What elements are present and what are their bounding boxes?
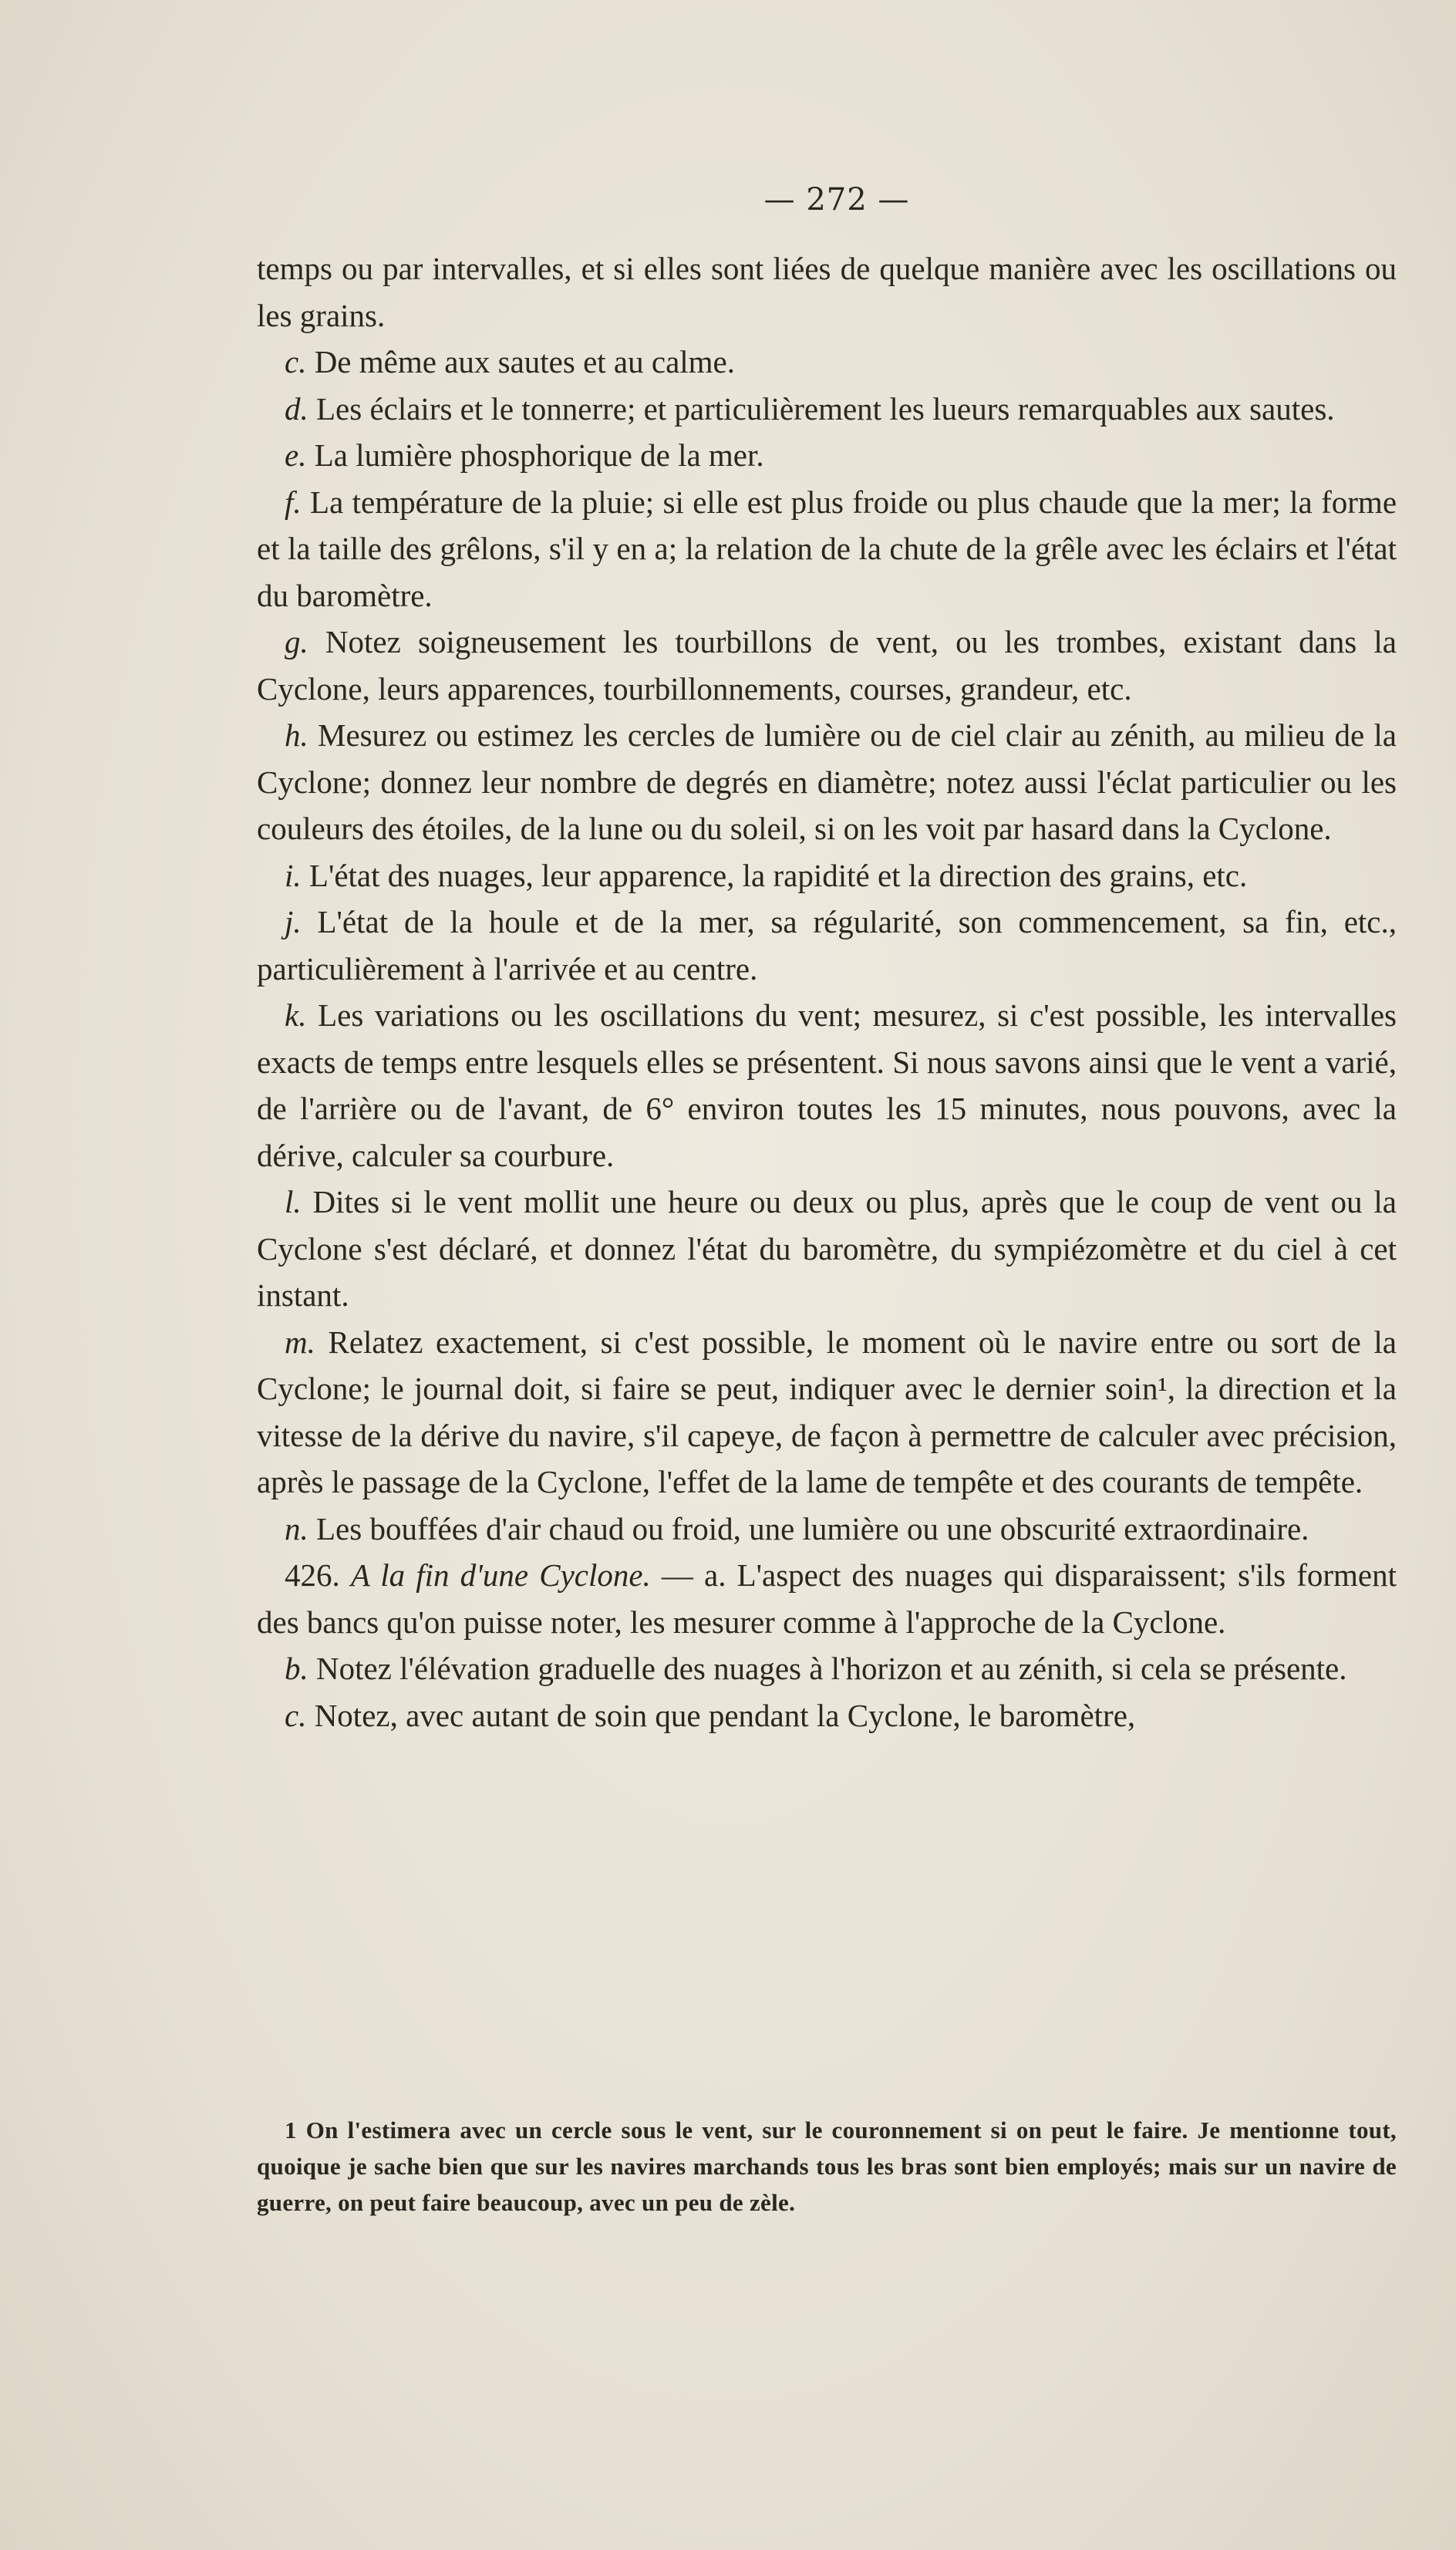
- footnote-block: [257, 2112, 1397, 2221]
- section-heading: A la fin d'une Cyclone.: [350, 1557, 651, 1593]
- section-number: 426.: [285, 1557, 340, 1593]
- paragraph-text: Notez l'élévation graduelle des nuages à l'horizon et au zénith, si cela se présente.: [316, 1651, 1347, 1686]
- paragraph-f: [257, 479, 1397, 619]
- paragraph-text: Relatez exactement, si c'est possible, le moment où le navire entre ou sort de la Cyclone; le journal doit, si faire se peut, indiquer avec le dernier soin¹, la direction et la vitesse de la dérive du navire, s'il capeye, de façon à permettre de calculer avec précision, après le passage de la Cyclone, l'effet de la lame de tempête et des courants de tempête.: [257, 1324, 1397, 1499]
- footnote-text: On l'estimera avec un cercle sous le vent, sur le couronnement si on peut le faire. Je mentionne tout, quoique je sache bien que sur les navires marchands tous les bras sont bien employés; mais sur un navire de guerre, on peut faire beaucoup, avec un peu de zèle.: [257, 2117, 1397, 2216]
- body-text: [257, 245, 1397, 1739]
- paragraph-h: [257, 712, 1397, 852]
- paragraph-k: [257, 992, 1397, 1179]
- paragraph-n: [257, 1506, 1397, 1553]
- paragraph-text: La température de la pluie; si elle est plus froide ou plus chaude que la mer; la forme et la taille des grêlons, s'il y en a; la relation de la chute de la grêle avec les éclairs et l'état du baromètre.: [257, 484, 1397, 613]
- paragraph-c-end: [257, 1692, 1397, 1739]
- item-label: c.: [285, 344, 307, 379]
- item-label: e.: [285, 437, 307, 473]
- paragraph-text: L'état des nuages, leur apparence, la rapidité et la direction des grains, etc.: [308, 857, 1248, 893]
- paragraph-l: [257, 1179, 1397, 1319]
- paragraph-text: — a. L'aspect des nuages qui disparaissent; s'ils forment des bancs qu'on puisse noter, les mesurer comme à l'approche de la Cyclone.: [257, 1557, 1397, 1640]
- paragraph-j: [257, 899, 1397, 992]
- paragraph-text: Notez soigneusement les tourbillons de vent, ou les trombes, existant dans la Cyclone, leurs apparences, tourbillonnements, courses, grandeur, etc.: [257, 624, 1397, 707]
- item-label: n.: [285, 1510, 308, 1547]
- paragraph-text: Les bouffées d'air chaud ou froid, une lumière ou une obscurité extraordinaire.: [316, 1510, 1309, 1547]
- paragraph-text: La lumière phosphorique de la mer.: [314, 437, 764, 473]
- paragraph-d: [257, 386, 1397, 433]
- paragraph-e: [257, 432, 1397, 479]
- item-label: f.: [285, 484, 302, 520]
- paragraph-c: [257, 339, 1397, 386]
- footnote: [257, 2112, 1397, 2221]
- paragraph-b: [257, 1645, 1397, 1692]
- paragraph-m: [257, 1319, 1397, 1506]
- item-label: g.: [285, 624, 308, 659]
- item-label: d.: [285, 390, 308, 427]
- paragraph-g: [257, 619, 1397, 712]
- paragraph-text: temps ou par intervalles, et si elles sont liées de quelque manière avec les oscillations ou les grains.: [257, 251, 1397, 333]
- section-426: [257, 1552, 1397, 1645]
- paragraph-continuation: [257, 245, 1397, 339]
- paragraph-text: Mesurez ou estimez les cercles de lumière ou de ciel clair au zénith, au milieu de la Cyclone; donnez leur nombre de degrés en diamètre; notez aussi l'éclat particulier ou les couleurs des étoiles, de la lune ou du soleil, si on les voit par hasard dans la Cyclone.: [257, 717, 1397, 846]
- paragraph-text: L'état de la houle et de la mer, sa régularité, son commencement, sa fin, etc., particulièrement à l'arrivée et au centre.: [257, 904, 1397, 987]
- item-label: c.: [285, 1697, 307, 1733]
- item-label: k.: [285, 997, 307, 1033]
- paragraph-text: Les variations ou les oscillations du vent; mesurez, si c'est possible, les intervalles exacts de temps entre lesquels elles se présentent. Si nous savons ainsi que le vent a varié, de l'arrière ou de l'avant, de 6° environ toutes les 15 minutes, nous pouvons, avec la dérive, calculer sa courbure.: [257, 997, 1397, 1173]
- paragraph-text: Les éclairs et le tonnerre; et particulièrement les lueurs remarquables aux sautes.: [316, 390, 1335, 427]
- item-label: h.: [285, 717, 308, 753]
- page-number: — 272 —: [763, 182, 910, 218]
- item-label: j.: [285, 904, 302, 939]
- paragraph-i: [257, 852, 1397, 899]
- paragraph-text: Notez, avec autant de soin que pendant la Cyclone, le baromètre,: [314, 1697, 1136, 1733]
- item-label: m.: [285, 1324, 315, 1360]
- item-label: l.: [285, 1184, 302, 1219]
- item-label: b.: [285, 1651, 308, 1686]
- paragraph-text: Dites si le vent mollit une heure ou deux ou plus, après que le coup de vent ou la Cyclone s'est déclaré, et donnez l'état du baromètre, du sympiézomètre et du ciel à cet instant.: [257, 1184, 1397, 1313]
- item-label: i.: [285, 857, 302, 893]
- footnote-marker: 1: [285, 2117, 297, 2144]
- paragraph-text: De même aux sautes et au calme.: [314, 344, 735, 379]
